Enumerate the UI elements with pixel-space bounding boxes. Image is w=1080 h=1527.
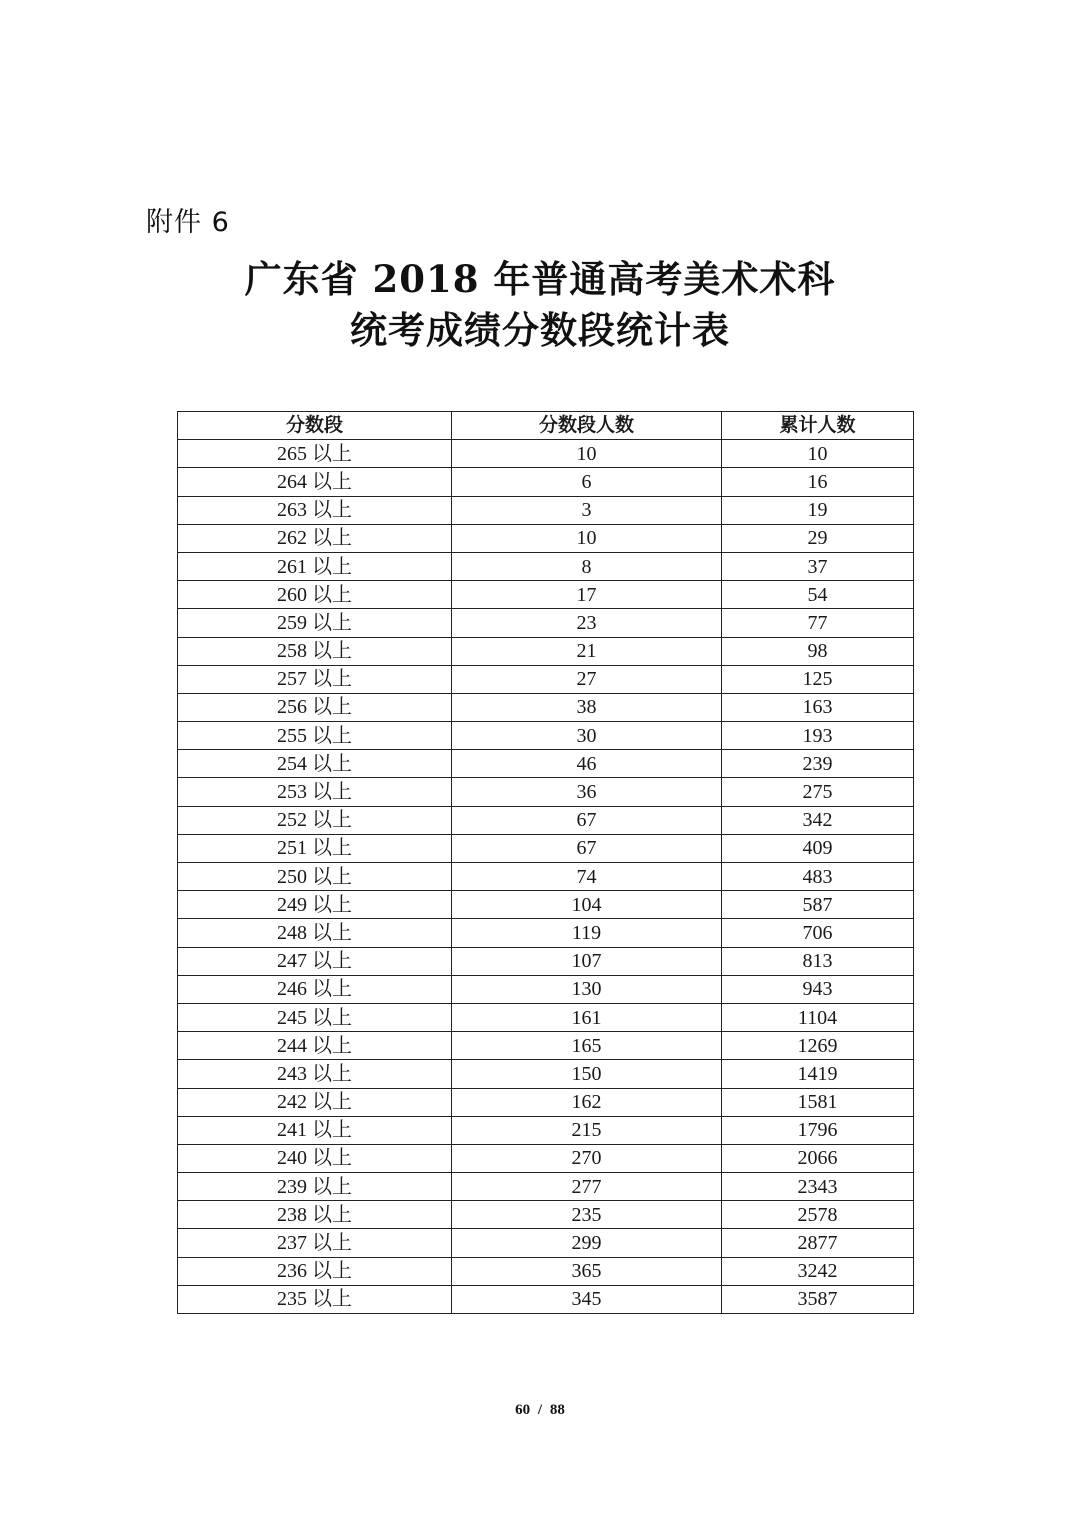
cell-cumulative-count: 943 (722, 975, 914, 1003)
cell-cumulative-count: 1796 (722, 1116, 914, 1144)
cell-score-range: 237 以上 (178, 1229, 452, 1257)
cell-score-range: 252 以上 (178, 806, 452, 834)
cell-cumulative-count: 1269 (722, 1032, 914, 1060)
cell-score-range: 243 以上 (178, 1060, 452, 1088)
cell-count-in-range: 165 (452, 1032, 722, 1060)
table-row (178, 1116, 914, 1144)
cell-cumulative-count: 3587 (722, 1285, 914, 1313)
cell-cumulative-count: 2578 (722, 1201, 914, 1229)
cell-score-range: 259 以上 (178, 609, 452, 637)
cell-cumulative-count: 2343 (722, 1173, 914, 1201)
cell-score-range: 253 以上 (178, 778, 452, 806)
table-row (178, 440, 914, 468)
table-body (178, 440, 914, 1314)
cell-count-in-range: 10 (452, 440, 722, 468)
cell-cumulative-count: 37 (722, 552, 914, 580)
cell-score-range: 257 以上 (178, 665, 452, 693)
cell-cumulative-count: 342 (722, 806, 914, 834)
table-row (178, 1060, 914, 1088)
header-row (178, 412, 914, 440)
cell-cumulative-count: 2066 (722, 1144, 914, 1172)
cell-score-range: 239 以上 (178, 1173, 452, 1201)
table-row (178, 863, 914, 891)
header-cumulative-count: 累计人数 (722, 412, 914, 440)
cell-score-range: 245 以上 (178, 1003, 452, 1031)
cell-count-in-range: 67 (452, 834, 722, 862)
cell-count-in-range: 17 (452, 581, 722, 609)
table-row (178, 750, 914, 778)
cell-score-range: 264 以上 (178, 468, 452, 496)
table-row (178, 919, 914, 947)
cell-count-in-range: 36 (452, 778, 722, 806)
cell-count-in-range: 365 (452, 1257, 722, 1285)
table-row (178, 1144, 914, 1172)
cell-cumulative-count: 239 (722, 750, 914, 778)
table-row (178, 637, 914, 665)
cell-score-range: 242 以上 (178, 1088, 452, 1116)
table-row (178, 1285, 914, 1313)
cell-cumulative-count: 1581 (722, 1088, 914, 1116)
table-row (178, 1173, 914, 1201)
table-row (178, 975, 914, 1003)
cell-score-range: 260 以上 (178, 581, 452, 609)
cell-cumulative-count: 3242 (722, 1257, 914, 1285)
cell-count-in-range: 119 (452, 919, 722, 947)
table-row (178, 891, 914, 919)
cell-cumulative-count: 98 (722, 637, 914, 665)
cell-count-in-range: 161 (452, 1003, 722, 1031)
cell-cumulative-count: 10 (722, 440, 914, 468)
table-row (178, 1201, 914, 1229)
cell-score-range: 241 以上 (178, 1116, 452, 1144)
cell-count-in-range: 107 (452, 947, 722, 975)
cell-cumulative-count: 163 (722, 693, 914, 721)
cell-count-in-range: 6 (452, 468, 722, 496)
table-row (178, 1032, 914, 1060)
cell-score-range: 244 以上 (178, 1032, 452, 1060)
cell-score-range: 261 以上 (178, 552, 452, 580)
cell-count-in-range: 10 (452, 524, 722, 552)
cell-count-in-range: 23 (452, 609, 722, 637)
cell-count-in-range: 3 (452, 496, 722, 524)
table-row (178, 496, 914, 524)
cell-cumulative-count: 1419 (722, 1060, 914, 1088)
cell-cumulative-count: 193 (722, 722, 914, 750)
cell-cumulative-count: 2877 (722, 1229, 914, 1257)
attachment-label: 附件 6 (146, 207, 230, 238)
cell-score-range: 248 以上 (178, 919, 452, 947)
cell-score-range: 238 以上 (178, 1201, 452, 1229)
table-row (178, 693, 914, 721)
cell-score-range: 235 以上 (178, 1285, 452, 1313)
cell-score-range: 247 以上 (178, 947, 452, 975)
cell-count-in-range: 345 (452, 1285, 722, 1313)
cell-count-in-range: 46 (452, 750, 722, 778)
table-row (178, 581, 914, 609)
cell-score-range: 236 以上 (178, 1257, 452, 1285)
score-distribution-table (177, 411, 914, 1314)
cell-cumulative-count: 77 (722, 609, 914, 637)
page-number: 60 / 88 (515, 1402, 565, 1418)
cell-cumulative-count: 587 (722, 891, 914, 919)
cell-score-range: 240 以上 (178, 1144, 452, 1172)
cell-count-in-range: 104 (452, 891, 722, 919)
cell-score-range: 251 以上 (178, 834, 452, 862)
cell-cumulative-count: 275 (722, 778, 914, 806)
table-row (178, 609, 914, 637)
cell-count-in-range: 299 (452, 1229, 722, 1257)
cell-cumulative-count: 19 (722, 496, 914, 524)
cell-count-in-range: 162 (452, 1088, 722, 1116)
cell-count-in-range: 215 (452, 1116, 722, 1144)
cell-count-in-range: 21 (452, 637, 722, 665)
cell-score-range: 258 以上 (178, 637, 452, 665)
table-row (178, 524, 914, 552)
cell-cumulative-count: 125 (722, 665, 914, 693)
cell-score-range: 256 以上 (178, 693, 452, 721)
cell-cumulative-count: 54 (722, 581, 914, 609)
table-row (178, 806, 914, 834)
cell-count-in-range: 27 (452, 665, 722, 693)
cell-score-range: 255 以上 (178, 722, 452, 750)
cell-count-in-range: 67 (452, 806, 722, 834)
cell-cumulative-count: 483 (722, 863, 914, 891)
cell-count-in-range: 8 (452, 552, 722, 580)
document-title-line-1: 广东省 2018 年普通高考美术术科 (244, 257, 836, 301)
cell-score-range: 249 以上 (178, 891, 452, 919)
cell-score-range: 246 以上 (178, 975, 452, 1003)
header-count-in-range: 分数段人数 (452, 412, 722, 440)
cell-cumulative-count: 813 (722, 947, 914, 975)
table-row (178, 665, 914, 693)
table-row (178, 468, 914, 496)
cell-count-in-range: 74 (452, 863, 722, 891)
document-title-line-2: 统考成绩分数段统计表 (350, 308, 730, 352)
table-row (178, 1088, 914, 1116)
table-row (178, 778, 914, 806)
table-row (178, 552, 914, 580)
cell-score-range: 250 以上 (178, 863, 452, 891)
cell-count-in-range: 235 (452, 1201, 722, 1229)
table-header (178, 412, 914, 440)
cell-cumulative-count: 1104 (722, 1003, 914, 1031)
cell-count-in-range: 150 (452, 1060, 722, 1088)
table-row (178, 834, 914, 862)
table-row (178, 1257, 914, 1285)
cell-count-in-range: 270 (452, 1144, 722, 1172)
cell-cumulative-count: 706 (722, 919, 914, 947)
header-score-range: 分数段 (178, 412, 452, 440)
cell-score-range: 263 以上 (178, 496, 452, 524)
table-row (178, 722, 914, 750)
cell-score-range: 265 以上 (178, 440, 452, 468)
cell-cumulative-count: 29 (722, 524, 914, 552)
table-row (178, 947, 914, 975)
cell-count-in-range: 277 (452, 1173, 722, 1201)
cell-count-in-range: 130 (452, 975, 722, 1003)
cell-score-range: 262 以上 (178, 524, 452, 552)
table-row (178, 1229, 914, 1257)
cell-score-range: 254 以上 (178, 750, 452, 778)
cell-count-in-range: 30 (452, 722, 722, 750)
cell-cumulative-count: 409 (722, 834, 914, 862)
table-row (178, 1003, 914, 1031)
cell-cumulative-count: 16 (722, 468, 914, 496)
cell-count-in-range: 38 (452, 693, 722, 721)
